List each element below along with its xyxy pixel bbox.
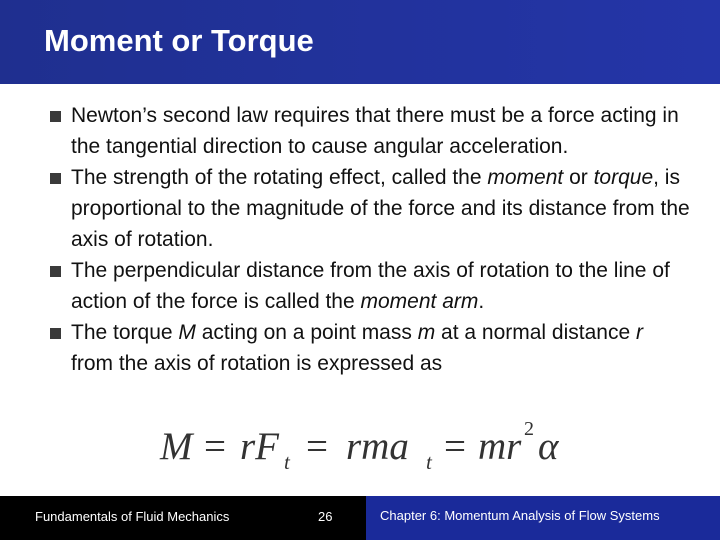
bullet-emphasis: r [635, 321, 643, 344]
bullet-text: The torque [71, 321, 179, 344]
torque-formula [160, 420, 560, 472]
formula-sub-t-2: t [426, 450, 432, 474]
slide-title: Moment or Torque [44, 23, 314, 58]
title-bar [0, 0, 720, 84]
bullet-emphasis: M [178, 321, 196, 344]
bullet-text: , is proportional to the magnitude of the force and its distance from the axis of rotation. [71, 166, 690, 251]
bullet-list [50, 100, 690, 379]
formula-equals-1: = [204, 425, 226, 468]
bullet-text: . [478, 290, 485, 313]
bullet-text: from the axis of rotation is expressed as [71, 352, 443, 375]
formula-alpha: α [538, 425, 559, 468]
bullet-item [50, 162, 690, 255]
bullet-square-icon [50, 328, 61, 339]
footer-chapter-panel [366, 496, 720, 540]
bullet-text: Newton’s second law requires that there must be a force acting in the tangential direction to cause angular acceleration. [71, 104, 679, 158]
footer-chapter: Chapter 6: Momentum Analysis of Flow Systems [380, 508, 660, 523]
bullet-emphasis: moment [487, 166, 564, 189]
bullet-text: The strength of the rotating effect, called the [71, 166, 488, 189]
formula-rF: rF [240, 425, 279, 468]
bullet-item [50, 317, 690, 379]
formula-sup-2: 2 [524, 418, 534, 440]
bullet-square-icon [50, 111, 61, 122]
footer-course: Fundamentals of Fluid Mechanics [35, 509, 230, 524]
formula-equals-3: = [444, 425, 466, 468]
formula-rma: rma [346, 425, 409, 468]
bullet-square-icon [50, 266, 61, 277]
bullet-item [50, 100, 690, 162]
bullet-text: at a normal distance [435, 321, 636, 344]
formula-equals-2: = [306, 425, 328, 468]
bullet-square-icon [50, 173, 61, 184]
bullet-text: or [563, 166, 594, 189]
bullet-text: acting on a point mass [195, 321, 418, 344]
formula-sub-t-1: t [284, 450, 290, 474]
footer-page-number: 26 [318, 509, 333, 524]
footer [0, 496, 720, 540]
bullet-item [50, 255, 690, 317]
bullet-text: The perpendicular distance from the axis of rotation to the line of action of the force is called the [71, 259, 670, 313]
bullet-emphasis: m [417, 321, 436, 344]
bullet-emphasis: torque [593, 166, 654, 189]
formula-mr: mr [478, 425, 522, 468]
bullet-emphasis: moment arm [360, 290, 479, 313]
formula-M: M [160, 425, 193, 468]
